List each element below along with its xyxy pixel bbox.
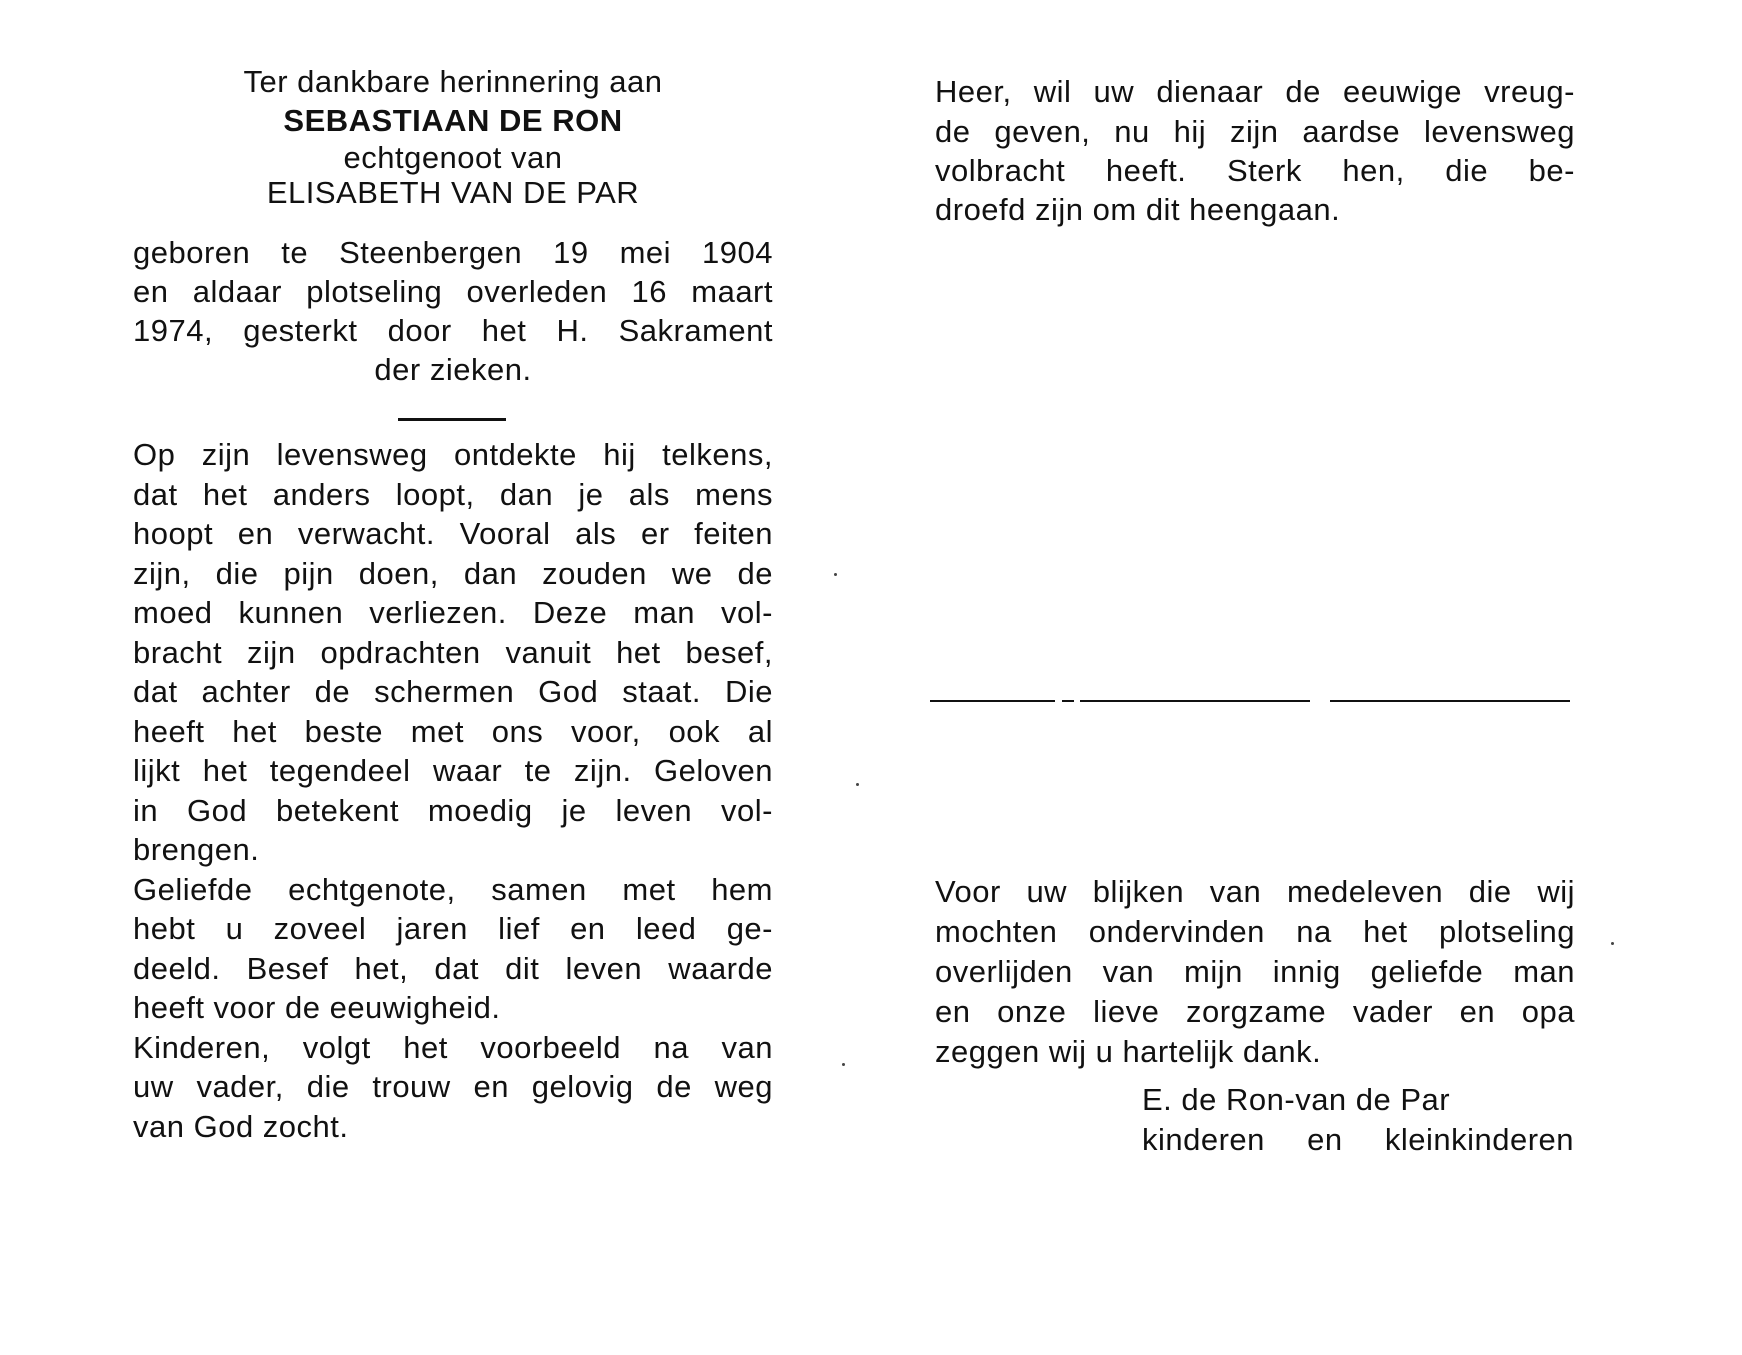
deceased-name: SEBASTIAAN DE RON: [283, 103, 623, 138]
thanks-line: zeggen wij u hartelijk dank.: [935, 1034, 1322, 1069]
prayer-line: de geven, nu hij zijn aardse levensweg: [935, 114, 1575, 149]
body-line: van God zocht.: [133, 1109, 349, 1144]
prayer-line: volbracht heeft. Sterk hen, die be-: [935, 153, 1575, 188]
body-line: deeld. Besef het, dat dit leven waarde: [133, 951, 773, 986]
prayer-line: droefd zijn om dit heengaan.: [935, 192, 1341, 227]
birth-line: der zieken.: [374, 352, 532, 387]
body-line: heeft voor de eeuwigheid.: [133, 990, 501, 1025]
scan-speck: [1611, 942, 1614, 945]
separator-rule: [1330, 700, 1570, 702]
body-line: hoopt en verwacht. Vooral als er feiten: [133, 516, 773, 551]
thanks-line: overlijden van mijn innig geliefde man: [935, 954, 1575, 989]
body-line: moed kunnen verliezen. Deze man vol-: [133, 595, 773, 630]
section-divider: [398, 418, 506, 421]
body-line: Op zijn levensweg ontdekte hij telkens,: [133, 437, 773, 472]
body-line: dat het anders loopt, dan je als mens: [133, 477, 773, 512]
thanks-line: Voor uw blijken van medeleven die wij: [935, 874, 1575, 909]
signature-family: kinderen en kleinkinderen: [1142, 1122, 1574, 1157]
body-line: bracht zijn opdrachten vanuit het besef,: [133, 635, 773, 670]
body-line: heeft het beste met ons voor, ook al: [133, 714, 773, 749]
birth-line: 1974, gesterkt door het H. Sakrament: [133, 313, 773, 348]
separator-rule: [1080, 700, 1310, 702]
body-line: brengen.: [133, 832, 260, 867]
intro-line: Ter dankbare herinnering aan: [243, 64, 663, 99]
body-line: Kinderen, volgt het voorbeeld na van: [133, 1030, 773, 1065]
body-line: dat achter de schermen God staat. Die: [133, 674, 773, 709]
body-line: uw vader, die trouw en gelovig de weg: [133, 1069, 773, 1104]
separator-rule: [1062, 700, 1074, 702]
scan-speck: [842, 1063, 845, 1066]
scan-speck: [834, 573, 837, 576]
body-line: Geliefde echtgenote, samen met hem: [133, 872, 773, 907]
body-line: lijkt het tegendeel waar te zijn. Geloven: [133, 753, 773, 788]
signature-name: E. de Ron-van de Par: [1142, 1082, 1451, 1117]
body-line: zijn, die pijn doen, dan zouden we de: [133, 556, 773, 591]
scan-speck: [856, 783, 859, 786]
spouse-name: ELISABETH VAN DE PAR: [266, 175, 640, 210]
birth-line: geboren te Steenbergen 19 mei 1904: [133, 235, 773, 270]
body-line: in God betekent moedig je leven vol-: [133, 793, 773, 828]
birth-line: en aldaar plotseling overleden 16 maart: [133, 274, 773, 309]
thanks-line: mochten ondervinden na het plotseling: [935, 914, 1575, 949]
prayer-line: Heer, wil uw dienaar de eeuwige vreug-: [935, 74, 1575, 109]
spouse-label: echtgenoot van: [343, 140, 563, 175]
body-line: hebt u zoveel jaren lief en leed ge-: [133, 911, 773, 946]
thanks-line: en onze lieve zorgzame vader en opa: [935, 994, 1575, 1029]
separator-rule: [930, 700, 1055, 702]
